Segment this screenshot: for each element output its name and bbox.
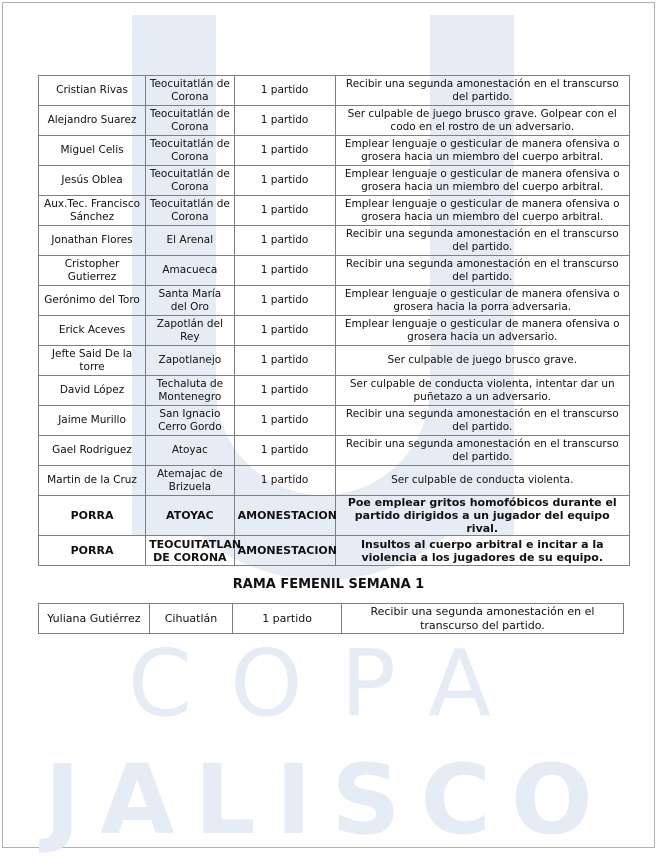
- table-row: [39, 436, 630, 466]
- table-row: [39, 496, 630, 536]
- cell-player-name: Alejandro Suarez: [39, 106, 146, 136]
- cell-penalty: 1 partido: [234, 136, 335, 166]
- cell-penalty: 1 partido: [234, 106, 335, 136]
- cell-team-name: Teocuitatlán de Corona: [146, 106, 235, 136]
- watermark-jalisco: JALISCO: [44, 744, 613, 856]
- cell-reason: Insultos al cuerpo arbitral e incitar a la violencia a los jugadores de su equipo.: [335, 536, 629, 566]
- cell-reason: Ser culpable de juego brusco grave. Golpear con el codo en el rostro de un adversario.: [335, 106, 629, 136]
- cell-penalty: 1 partido: [234, 406, 335, 436]
- cell-player-name: Aux.Tec. Francisco Sánchez: [39, 196, 146, 226]
- cell-reason: Ser culpable de juego brusco grave.: [335, 346, 629, 376]
- cell-penalty: AMONESTACION: [234, 496, 335, 536]
- cell-team-name: San Ignacio Cerro Gordo: [146, 406, 235, 436]
- cell-team-name: Teocuitatlán de Corona: [146, 166, 235, 196]
- cell-reason: Emplear lenguaje o gesticular de manera ofensiva o grosera hacia un miembro del cuerpo arbitral.: [335, 196, 629, 226]
- cell-penalty: 1 partido: [233, 604, 342, 634]
- sanctions-table: [38, 75, 630, 566]
- cell-reason: Poe emplear gritos homofóbicos durante el partido dirigidos a un jugador del equipo rival.: [335, 496, 629, 536]
- cell-team-name: Atemajac de Brizuela: [146, 466, 235, 496]
- table-row: [39, 286, 630, 316]
- cell-player-name: Gerónimo del Toro: [39, 286, 146, 316]
- femenil-table: [38, 603, 624, 634]
- cell-penalty: 1 partido: [234, 376, 335, 406]
- cell-player-name: Martin de la Cruz: [39, 466, 146, 496]
- cell-player-name: Jaime Murillo: [39, 406, 146, 436]
- table-row: [39, 466, 630, 496]
- cell-player-name: Jonathan Flores: [39, 226, 146, 256]
- cell-player-name: Cristopher Gutierrez: [39, 256, 146, 286]
- cell-player-name: David López: [39, 376, 146, 406]
- cell-player-name: Cristian Rivas: [39, 76, 146, 106]
- cell-reason: Emplear lenguaje o gesticular de manera ofensiva o grosera hacia la porra adversaria.: [335, 286, 629, 316]
- cell-team-name: Atoyac: [146, 436, 235, 466]
- cell-reason: Ser culpable de conducta violenta, intentar dar un puñetazo a un adversario.: [335, 376, 629, 406]
- cell-penalty: 1 partido: [234, 76, 335, 106]
- cell-team-name: Teocuitatlán de Corona: [146, 76, 235, 106]
- cell-player-name: PORRA: [39, 496, 146, 536]
- table-row: [39, 604, 624, 634]
- cell-player-name: Miguel Celis: [39, 136, 146, 166]
- cell-reason: Ser culpable de conducta violenta.: [335, 466, 629, 496]
- table-row: [39, 536, 630, 566]
- cell-reason: Recibir una segunda amonestación en el transcurso del partido.: [335, 226, 629, 256]
- cell-player-name: Erick Aceves: [39, 316, 146, 346]
- cell-reason: Emplear lenguaje o gesticular de manera ofensiva o grosera hacia un miembro del cuerpo arbitral.: [335, 166, 629, 196]
- cell-team-name: Cihuatlán: [149, 604, 233, 634]
- cell-penalty: 1 partido: [234, 196, 335, 226]
- femenil-section-title: RAMA FEMENIL SEMANA 1: [232, 577, 425, 592]
- cell-team-name: Techaluta de Montenegro: [146, 376, 235, 406]
- table-row: [39, 106, 630, 136]
- table-row: [39, 166, 630, 196]
- cell-player-name: Yuliana Gutiérrez: [39, 604, 150, 634]
- cell-team-name: Teocuitatlán de Corona: [146, 196, 235, 226]
- cell-team-name: Amacueca: [146, 256, 235, 286]
- cell-reason: Recibir una segunda amonestación en el transcurso del partido.: [335, 76, 629, 106]
- cell-penalty: 1 partido: [234, 286, 335, 316]
- cell-player-name: PORRA: [39, 536, 146, 566]
- cell-reason: Emplear lenguaje o gesticular de manera ofensiva o grosera hacia un miembro del cuerpo arbitral.: [335, 136, 629, 166]
- table-row: [39, 196, 630, 226]
- femenil-table-body: [39, 604, 624, 634]
- cell-team-name: ATOYAC: [146, 496, 235, 536]
- cell-team-name: Santa María del Oro: [146, 286, 235, 316]
- cell-penalty: 1 partido: [234, 436, 335, 466]
- cell-penalty: 1 partido: [234, 346, 335, 376]
- cell-reason: Recibir una segunda amonestación en el transcurso del partido.: [335, 256, 629, 286]
- cell-penalty: 1 partido: [234, 466, 335, 496]
- cell-team-name: Zapotlán del Rey: [146, 316, 235, 346]
- cell-reason: Recibir una segunda amonestación en el transcurso del partido.: [341, 604, 623, 634]
- sanctions-table-body: [39, 76, 630, 566]
- cell-team-name: El Arenal: [146, 226, 235, 256]
- cell-reason: Recibir una segunda amonestación en el transcurso del partido.: [335, 406, 629, 436]
- cell-player-name: Jesús Oblea: [39, 166, 146, 196]
- table-row: [39, 136, 630, 166]
- cell-penalty: 1 partido: [234, 256, 335, 286]
- cell-team-name: Zapotlanejo: [146, 346, 235, 376]
- cell-penalty: AMONESTACION: [234, 536, 335, 566]
- table-row: [39, 256, 630, 286]
- cell-team-name: TEOCUITATLAN DE CORONA: [146, 536, 235, 566]
- table-row: [39, 226, 630, 256]
- cell-team-name: Teocuitatlán de Corona: [146, 136, 235, 166]
- cell-penalty: 1 partido: [234, 166, 335, 196]
- cell-player-name: Jefte Said De la torre: [39, 346, 146, 376]
- cell-reason: Emplear lenguaje o gesticular de manera ofensiva o grosera hacia un adversario.: [335, 316, 629, 346]
- cell-player-name: Gael Rodriguez: [39, 436, 146, 466]
- cell-reason: Recibir una segunda amonestación en el transcurso del partido.: [335, 436, 629, 466]
- table-row: [39, 406, 630, 436]
- watermark-copa: COPA: [127, 630, 530, 737]
- cell-penalty: 1 partido: [234, 226, 335, 256]
- table-row: [39, 316, 630, 346]
- cell-penalty: 1 partido: [234, 316, 335, 346]
- table-row: [39, 76, 630, 106]
- table-row: [39, 346, 630, 376]
- table-row: [39, 376, 630, 406]
